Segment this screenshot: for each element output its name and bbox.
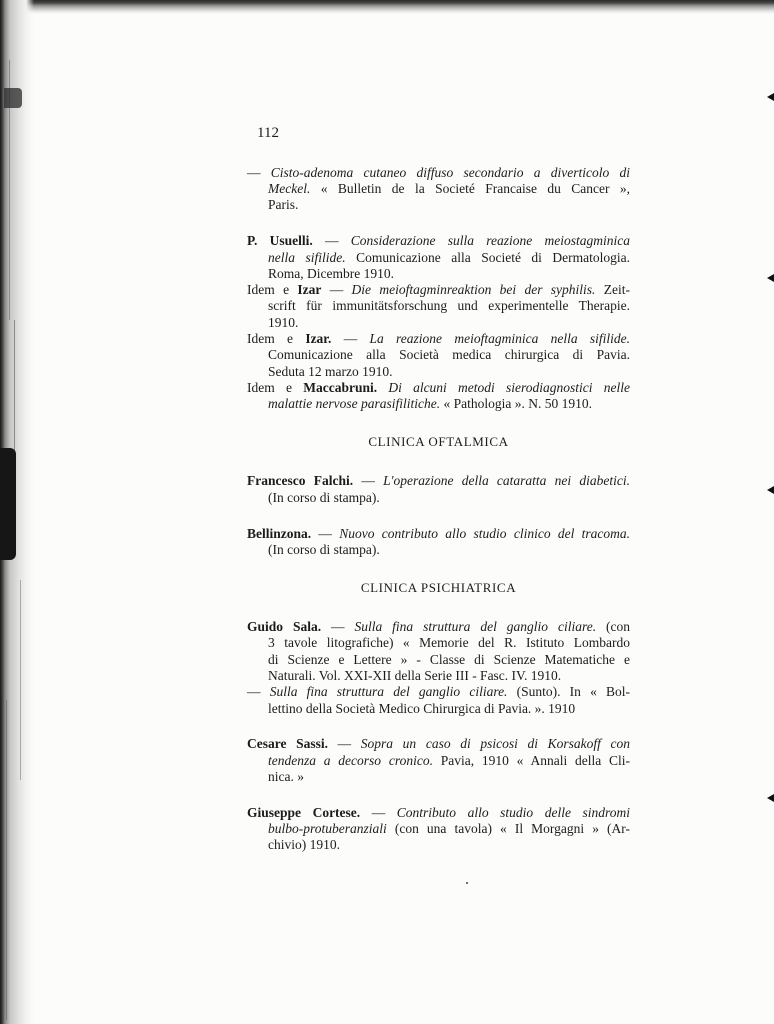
bibliography-entry	[247, 233, 630, 282]
entry-line	[247, 364, 630, 380]
author-name: Cesare Sassi.	[247, 736, 329, 752]
citation-text: Naturali. Vol. XXI-XII della Serie III - Fasc. IV. 1910.	[268, 668, 562, 684]
citation-text: scrift für immunitätsforschung und experimentelle Therapie.	[268, 298, 630, 314]
work-title: L'operazione della cataratta nei diabetici.	[383, 473, 631, 489]
author-name: Izar	[297, 282, 322, 298]
entry-line	[247, 233, 630, 249]
citation-text: Idem e	[247, 331, 306, 347]
citation-text: —	[353, 473, 384, 489]
entry-line	[247, 821, 630, 837]
entry-line	[247, 347, 630, 363]
citation-text: (Sunto). In « Bol-	[507, 684, 631, 700]
section-heading: CLINICA OFTALMICA	[368, 434, 509, 449]
entry-line	[247, 380, 630, 396]
scan-edge-mark	[767, 794, 774, 802]
citation-text: (In corso di stampa).	[268, 489, 380, 505]
citation-text: « Pathologia ». N. 50 1910.	[440, 396, 592, 412]
bibliography	[247, 165, 630, 854]
author-name: Izar.	[305, 331, 332, 347]
citation-text: 1910.	[268, 314, 299, 330]
page-number: 112	[257, 125, 279, 141]
work-title: Sopra un caso di psicosi di Korsakoff con	[360, 736, 630, 752]
scan-streak	[20, 580, 21, 780]
entry-line	[247, 701, 630, 717]
citation-text: —	[312, 233, 351, 249]
citation-text: nica. »	[268, 769, 304, 785]
scan-streak	[6, 700, 7, 1020]
work-title: Contributo allo studio delle sindromi	[396, 804, 630, 820]
scan-ink-blot	[0, 448, 16, 560]
entry-line	[247, 490, 630, 506]
work-title: Cisto-adenoma cutaneo diffuso secondario a diverticolo di	[270, 164, 631, 180]
bibliography-entry	[247, 165, 630, 214]
citation-text: —	[311, 525, 340, 541]
scan-ink-spot	[4, 88, 22, 108]
citation-text: (con	[596, 619, 631, 635]
citation-text: —	[321, 619, 355, 635]
citation-text: Zeit-	[595, 282, 630, 298]
entry-line	[247, 668, 630, 684]
scan-top-edge-shadow	[0, 0, 774, 14]
scan-edge-mark	[767, 486, 774, 494]
author-group	[247, 526, 630, 559]
entry-line	[247, 197, 630, 213]
entry-line	[247, 652, 630, 668]
citation-text: —	[360, 804, 397, 820]
author-name: Giuseppe Cortese.	[247, 804, 361, 820]
entry-line	[247, 331, 630, 347]
work-title: malattie nervose parasifilitiche.	[268, 396, 441, 412]
citation-text: di Scienze e Lettere » - Classe di Scienze Matematiche e	[268, 651, 630, 667]
entry-line	[247, 736, 630, 752]
work-title: tendenza a decorso cronico.	[268, 752, 433, 768]
citation-text: Idem e	[247, 379, 304, 395]
work-title: Considerazione sulla reazione meiostagminica	[350, 233, 630, 249]
entry-line	[247, 805, 630, 821]
citation-text: Seduta 12 marzo 1910.	[268, 363, 393, 379]
entry-line	[247, 542, 630, 558]
entry-line	[247, 266, 630, 282]
entry-line	[247, 526, 630, 542]
entry-line	[247, 753, 630, 769]
entry-line	[247, 837, 630, 853]
author-name: Guido Sala.	[247, 619, 322, 635]
work-title: Nuovo contributo allo studio clinico del tracoma.	[339, 525, 630, 541]
bibliography-section	[247, 165, 630, 413]
scan-edge-mark	[767, 274, 774, 282]
entry-line	[247, 396, 630, 412]
citation-text: Comunicazione alla Società medica chirurgica di Pavia.	[268, 347, 630, 363]
bibliography-entry	[247, 736, 630, 785]
bibliography-entry	[247, 473, 630, 506]
citation-text: « Bulletin de la Societé Francaise du Cancer »,	[310, 181, 630, 197]
work-title: Sulla fina struttura del ganglio ciliare.	[354, 619, 597, 635]
citation-text: —	[247, 164, 271, 180]
bibliography-section	[247, 580, 630, 854]
citation-text: —	[321, 282, 352, 298]
work-title: Die meioftagminreaktion bei der syphilis.	[351, 282, 596, 298]
work-title: Di alcuni metodi sierodiagnostici nelle	[377, 379, 630, 395]
author-name: P. Usuelli.	[247, 233, 313, 249]
author-group	[247, 619, 630, 717]
work-title: Sulla fina struttura del ganglio ciliare.	[269, 684, 508, 700]
citation-text: Pavia, 1910 « Annali della Cli-	[432, 752, 631, 768]
entry-line	[247, 250, 630, 266]
citation-text: —	[247, 684, 270, 700]
work-title: bulbo-protuberanziali	[268, 821, 387, 837]
entry-line	[247, 181, 630, 197]
bibliography-entry	[247, 331, 630, 380]
bibliography-entry	[247, 805, 630, 854]
section-heading: CLINICA PSICHIATRICA	[360, 579, 517, 595]
entry-line	[247, 619, 630, 635]
author-group	[247, 473, 630, 506]
author-group	[247, 736, 630, 785]
author-name: Bellinzona.	[247, 525, 312, 541]
bibliography-entry	[247, 526, 630, 559]
author-name: Francesco Falchi.	[247, 473, 354, 489]
author-group	[247, 233, 630, 412]
citation-text: —	[331, 331, 370, 347]
author-group	[247, 165, 630, 214]
work-title: La reazione meioftagminica nella sifilide.	[369, 331, 631, 347]
author-name: Maccabruni.	[303, 379, 378, 395]
citation-text: (con una tavola) « Il Morgagni » (Ar-	[386, 821, 630, 837]
entry-line	[247, 473, 630, 489]
citation-text: Comunicazione alla Societé di Dermatologia.	[345, 249, 630, 265]
entry-line	[247, 315, 630, 331]
entry-line	[247, 282, 630, 298]
citation-text: Roma, Dicembre 1910.	[268, 265, 394, 281]
citation-text: lettino della Società Medico Chirurgica di Pavia. ». 1910	[268, 700, 576, 716]
entry-line	[247, 298, 630, 314]
citation-text: Paris.	[268, 197, 299, 213]
entry-line	[247, 635, 630, 651]
scan-edge-mark	[767, 93, 774, 101]
citation-text: (In corso di stampa).	[268, 541, 380, 557]
bibliography-entry	[247, 380, 630, 413]
entry-line	[247, 769, 630, 785]
bibliography-section	[247, 434, 630, 558]
work-title: nella sifilide.	[268, 249, 346, 265]
scan-streak	[14, 320, 15, 460]
citation-text: chivio) 1910.	[268, 837, 340, 853]
citation-text: —	[328, 736, 361, 752]
citation-text: 3 tavole litografiche) « Memorie del R. Istituto Lombardo	[268, 635, 630, 651]
bibliography-entry	[247, 282, 630, 331]
entry-line	[247, 165, 630, 181]
scan-speck	[466, 882, 468, 884]
author-group	[247, 805, 630, 854]
bibliography-entry	[247, 684, 630, 717]
work-title: Meckel.	[268, 181, 311, 197]
citation-text: Idem e	[247, 282, 298, 298]
entry-line	[247, 684, 630, 700]
bibliography-entry	[247, 619, 630, 684]
